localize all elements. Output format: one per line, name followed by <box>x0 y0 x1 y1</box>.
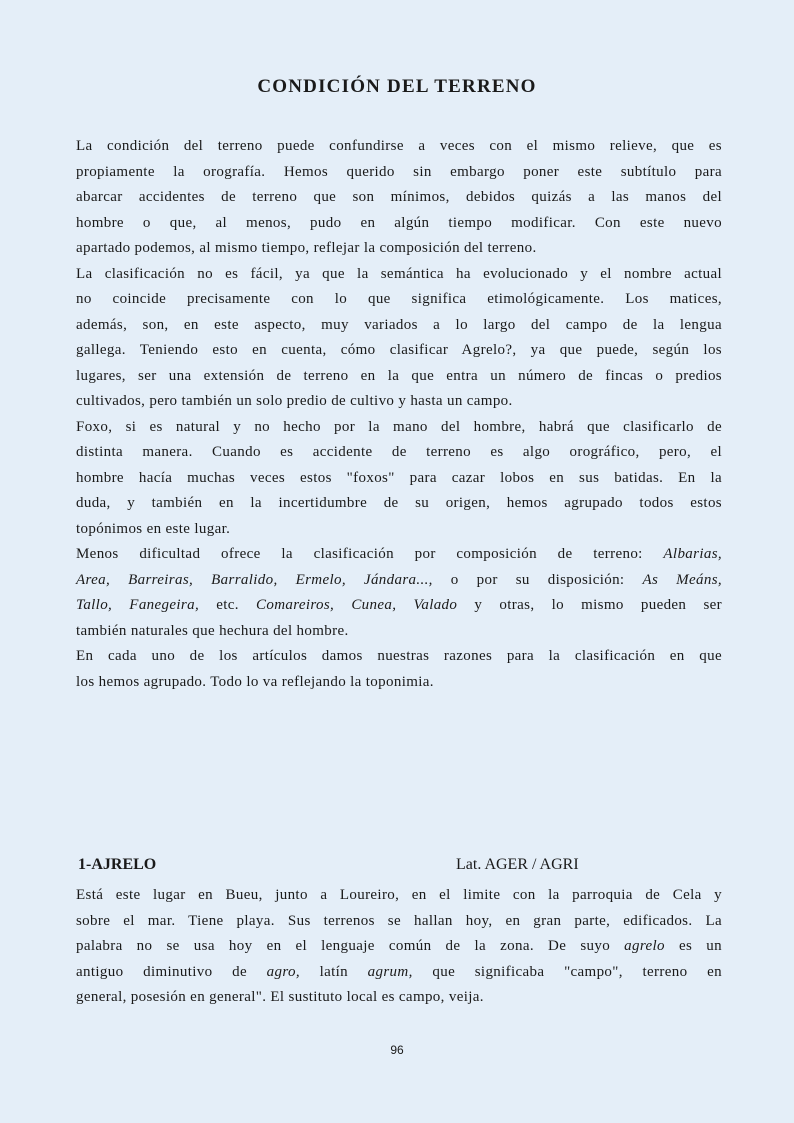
text-line: Foxo, si es natural y no hecho por la mano del hombre, habrá que clasificarlo de <box>76 418 722 435</box>
text-run: Menos dificultad ofrece la clasificación por composición de terreno: <box>76 546 664 562</box>
text-line: En cada uno de los artículos damos nuestras razones para la clasificación en que <box>76 648 722 664</box>
italic-term: As Meáns, <box>642 571 722 588</box>
text-line: además, son, en este aspecto, muy variados a lo largo del campo de la lengua <box>76 316 722 333</box>
text-line: propiamente la orografía. Hemos querido sin embargo poner este subtítulo para <box>76 163 722 180</box>
italic-term: Area, Barreiras, Barralido, Ermelo, Jándara..., <box>76 571 433 588</box>
page-title: CONDICIÓN DEL TERRENO <box>257 76 537 97</box>
italic-term: Tallo, Fanegeira, <box>76 597 200 613</box>
text-line: La clasificación no es fácil, ya que la semántica ha evolucionado y el nombre actual <box>76 265 722 282</box>
text-line: los hemos agrupado. Todo lo va reflejando la toponimia. <box>76 673 434 690</box>
text-line: general, posesión en general". El sustituto local es campo, veija. <box>76 989 484 1005</box>
text-line <box>76 934 722 960</box>
text-line <box>76 542 722 568</box>
page-number: 96 <box>390 1043 404 1057</box>
text-run: antiguo diminutivo de <box>76 963 267 980</box>
entry-heading: 1-AJRELO <box>78 856 157 873</box>
text-line <box>76 568 722 594</box>
text-line: sobre el mar. Tiene playa. Sus terrenos se hallan hoy, en gran parte, edificados. La <box>76 912 722 929</box>
text-line <box>76 960 722 986</box>
italic-term: Comareiros, Cunea, Valado <box>256 597 458 613</box>
text-line: topónimos en este lugar. <box>76 520 231 537</box>
text-line: distinta manera. Cuando es accidente de terreno es algo orográfico, pero, el <box>76 444 722 460</box>
text-line: La condición del terreno puede confundirse a veces con el mismo relieve, que es <box>76 138 722 154</box>
text-line: Está este lugar en Bueu, junto a Loureiro, en el limite con la parroquia de Cela y <box>76 887 722 903</box>
text-run: palabra no se usa hoy en el lenguaje común de la zona. De suyo <box>76 938 625 954</box>
text-run: es un <box>664 938 722 954</box>
text-line: hombre hacía muchas veces estos "foxos" para cazar lobos en sus batidas. En la <box>76 469 722 486</box>
text-run: que significaba "campo", terreno en <box>412 963 722 980</box>
italic-term: agro, <box>266 963 300 980</box>
text-line: no coincide precisamente con lo que significa etimológicamente. Los matices, <box>76 291 722 307</box>
entry-heading-row <box>78 856 718 874</box>
text-line: también naturales que hechura del hombre. <box>76 622 349 639</box>
text-line: apartado podemos, al mismo tiempo, reflejar la composición del terreno. <box>76 240 537 256</box>
text-run: o por su disposición: <box>432 571 643 588</box>
italic-term: agrelo <box>624 938 665 954</box>
entry-etymology: Lat. AGER / AGRI <box>456 856 579 873</box>
text-line: gallega. Teniendo esto en cuenta, cómo clasificar Agrelo?, ya que puede, según los <box>76 342 722 358</box>
text-line <box>76 593 722 619</box>
italic-term: Albarias, <box>663 546 722 562</box>
text-line: lugares, ser una extensión de terreno en la que entra un número de fincas o predios <box>76 367 722 384</box>
text-line: duda, y también en la incertidumbre de su origen, hemos agrupado todos estos <box>76 495 722 511</box>
text-run: latín <box>299 963 368 980</box>
body-text <box>76 134 722 695</box>
text-line: hombre o que, al menos, pudo en algún tiempo modificar. Con este nuevo <box>76 214 722 231</box>
entry-text <box>76 883 722 1011</box>
text-run: y otras, lo mismo pueden ser <box>457 597 722 613</box>
text-run: etc. <box>199 597 256 613</box>
text-line: abarcar accidentes de terreno que son mínimos, debidos quizás a las manos del <box>76 189 722 205</box>
text-line: cultivados, pero también un solo predio de cultivo y hasta un campo. <box>76 393 513 409</box>
italic-term: agrum, <box>367 963 413 980</box>
